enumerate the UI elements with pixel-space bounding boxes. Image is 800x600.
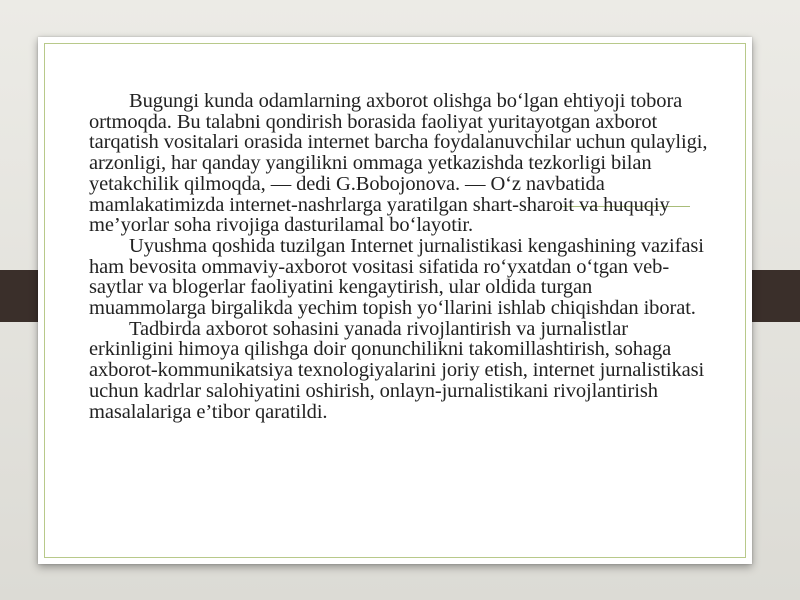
paragraph-2: Uyushma qoshida tuzilgan Internet jurnalistikasi kengashining vazifasi ham bevosita ommaviy-axborot vositasi sifatida ro‘yxatdan o‘tgan veb-saytlar va blogerlar faoliyatini kengaytirish, ular oldida turgan muammolarga birgalikda yechim topish yo‘llarini ishlab chiqishdan iborat. <box>89 234 704 320</box>
paragraph-3: Tadbirda axborot sohasini yanada rivojlantirish va jurnalistlar erkinligini himoya qilishga doir qonunchilikni takomillashtirish, sohaga axborot-kommunikatsiya texnologiyalarini joriy etish, internet jurnalistikasi uchun kadrlar salohiyatini oshirish, onlayn-jurnalistikani rivojlantirish masalalariga e’tibor qaratildi. <box>89 317 705 423</box>
slide-text-body <box>89 91 714 422</box>
paragraph-1: Bugungi kunda odamlarning axborot olishga bo‘lgan ehtiyoji tobora ortmoqda. Bu talabni qondirish borasida faoliyat yuritayotgan axborot tarqatish vositalari orasida internet barcha foydalanuvchilar uchun qulayligi, arzonligi, har qanday yangilikni ommaga yetkazishda tezkorligi bilan yetakchilik qilmoqda, — dedi G.Bobojonova. — O‘z navbatida mamlakatimizda internet-nashrlarga yaratilgan shart-sharoit va huquqiy me’yorlar soha rivojiga dasturilamal bo‘layotir. <box>89 90 708 237</box>
